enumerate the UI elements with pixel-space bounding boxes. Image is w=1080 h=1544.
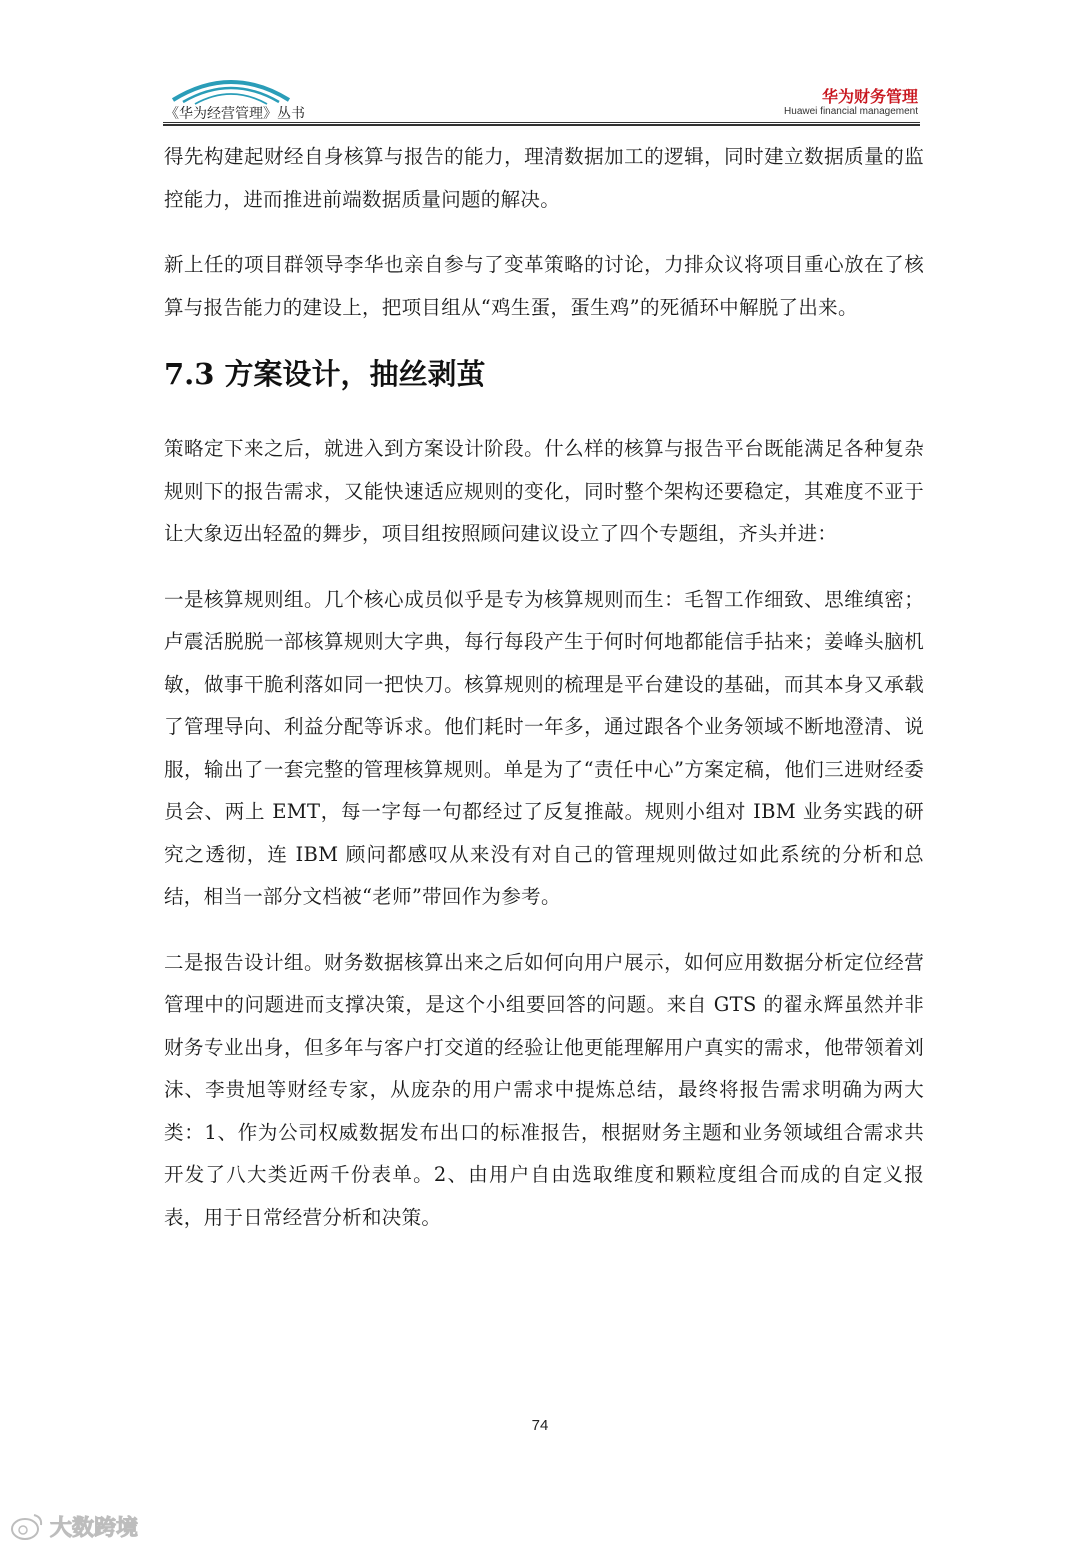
body-paragraph: 一是核算规则组。几个核心成员似乎是专为核算规则而生：毛智工作细致、思维缜密；卢震活脱脱一部核算规则大字典，每行每段产生于何时何地都能信手拈来；姜峰头脑机敏，做事干脆利落如同一把快刀。核算规则的梳理是平台建设的基础，而其本身又承载了管理导向、利益分配等诉求。他们耗时一年多，通过跟各个业务领域不断地澄清、说服，输出了一套完整的管理核算规则。单是为了“责任中心”方案定稿，他们三进财经委员会、两上 EMT，每一字每一句都经过了反复推敲。规则小组对 IBM 业务实践的研究之透彻，连 IBM 顾问都感叹从来没有对自己的管理规则做过如此系统的分析和总结，相当一部分文档被“老师”带回作为参考。 (164, 587, 924, 908)
header-divider (163, 122, 920, 123)
weibo-logo-icon (10, 1511, 44, 1541)
section-heading: 7.3 方案设计，抽丝剥茧 (164, 357, 486, 391)
brand-block (784, 88, 918, 118)
roof-logo-icon (171, 70, 291, 106)
body-paragraph: 得先构建起财经自身核算与报告的能力，理清数据加工的逻辑，同时建立数据质量的监控能力，进而推进前端数据质量问题的解决。 (164, 145, 924, 211)
brand-title-en: Huawei financial management (784, 106, 918, 117)
brand-title-cn: 华为财务管理 (821, 87, 918, 106)
page-body (164, 136, 924, 1262)
body-paragraph: 策略定下来之后，就进入到方案设计阶段。什么样的核算与报告平台既能满足各种复杂规则下的报告需求，又能快速适应规则的变化，同时整个架构还要稳定，其难度不亚于让大象迈出轻盈的舞步，项目组按照顾问建议设立了四个专题组，齐头并进： (164, 437, 924, 545)
watermark-text: 大数跨境 (50, 1515, 139, 1541)
body-paragraph: 二是报告设计组。财务数据核算出来之后如何向用户展示，如何应用数据分析定位经营管理中的问题进而支撑决策，是这个小组要回答的问题。来自 GTS 的翟永辉虽然并非财务专业出身，但多年与客户打交道的经验让他更能理解用户真实的需求，他带领着刘沫、李贵旭等财经专家，从庞杂的用户需求中提炼总结，最终将报告需求明确为两大类：1、作为公司权威数据发布出口的标准报告，根据财务主题和业务领域组合需求共开发了八大类近两千份表单。2、由用户自由选取维度和颗粒度组合而成的自定义报表，用于日常经营分析和决策。 (164, 950, 924, 1229)
series-title: 《华为经营管理》丛书 (165, 106, 305, 122)
page-number: 74 (531, 1417, 549, 1434)
header-divider-thick (163, 124, 920, 126)
watermark (10, 1508, 138, 1544)
page-header (163, 70, 920, 125)
body-paragraph: 新上任的项目群领导李华也亲自参与了变革策略的讨论，力排众议将项目重心放在了核算与报告能力的建设上，把项目组从“鸡生蛋，蛋生鸡”的死循环中解脱了出来。 (164, 253, 924, 319)
